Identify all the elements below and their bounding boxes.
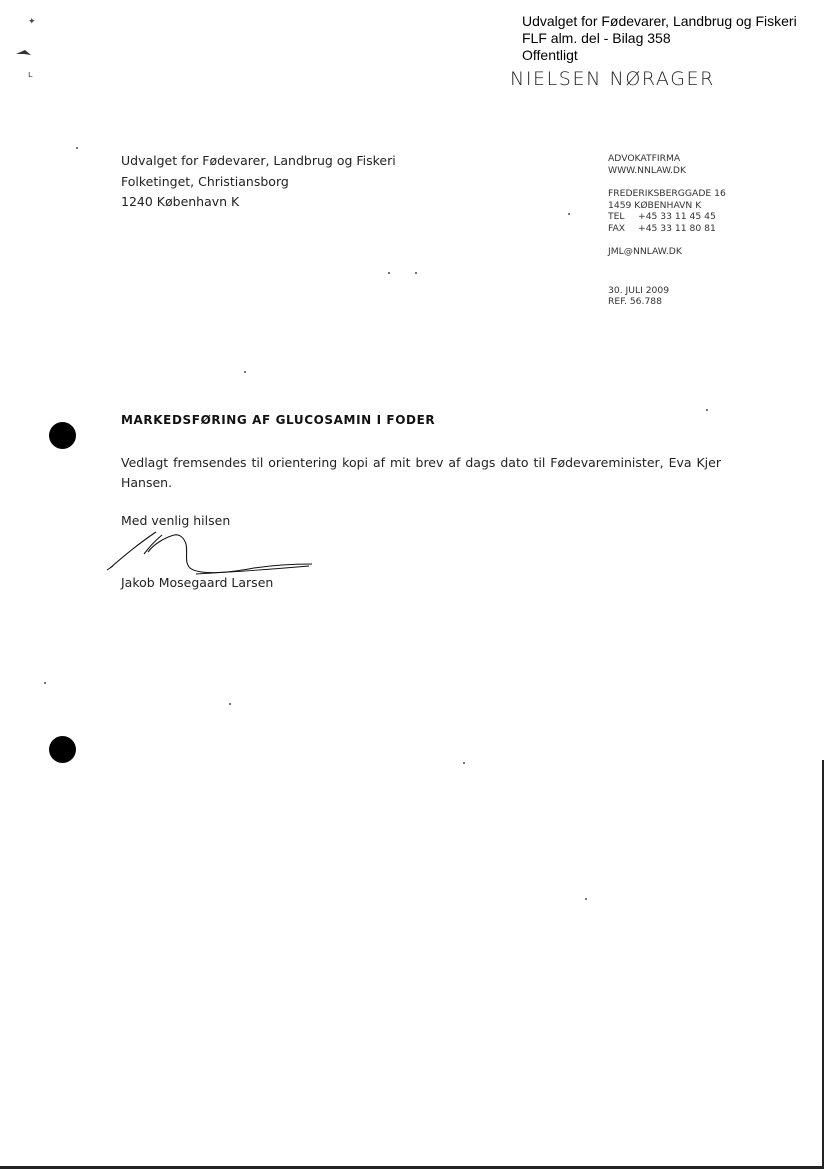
phone-number: +45 33 11 45 45 bbox=[638, 211, 716, 222]
letter-signer: Jakob Mosegaard Larsen bbox=[121, 575, 274, 590]
scan-speck bbox=[229, 703, 231, 705]
letter-date: 30. JULI 2009 bbox=[608, 284, 670, 296]
firm-logo: NIELSEN NØRAGER bbox=[510, 68, 715, 90]
punch-hole-bottom bbox=[49, 736, 76, 763]
fax-label: FAX bbox=[608, 222, 626, 234]
firm-info bbox=[608, 153, 726, 308]
scan-speck bbox=[244, 371, 246, 373]
scan-mark-3: ʟ bbox=[28, 70, 33, 80]
scan-speck bbox=[585, 898, 587, 900]
stamp-status: Offentligt bbox=[522, 47, 578, 63]
letter-body: Vedlagt fremsendes til orientering kopi af mit brev af dags dato til Fødevareminister, Eva Kjer Hansen. bbox=[121, 455, 721, 490]
scan-speck bbox=[44, 682, 46, 684]
recipient-address bbox=[121, 151, 396, 213]
firm-website: WWW.NNLAW.DK bbox=[608, 164, 687, 176]
firm-type: ADVOKATFIRMA bbox=[608, 153, 681, 164]
stamp-reference: FLF alm. del - Bilag 358 bbox=[522, 30, 671, 46]
scan-speck bbox=[388, 272, 390, 274]
recipient-building: Folketinget, Christiansborg bbox=[121, 173, 289, 189]
scan-speck bbox=[76, 147, 78, 149]
recipient-city: 1240 København K bbox=[121, 194, 240, 209]
firm-email: JML@NNLAW.DK bbox=[608, 246, 682, 257]
scan-speck bbox=[415, 272, 417, 274]
letter-closing: Med venlig hilsen bbox=[121, 513, 231, 528]
punch-hole-top bbox=[49, 422, 76, 449]
firm-fax bbox=[608, 223, 726, 235]
scan-speck bbox=[568, 213, 570, 215]
firm-phone bbox=[608, 211, 726, 223]
stamp-committee: Udvalget for Fødevarer, Landbrug og Fiskeri bbox=[522, 13, 797, 29]
phone-label: TEL bbox=[608, 211, 625, 222]
recipient-name: Udvalget for Fødevarer, Landbrug og Fiskeri bbox=[121, 153, 396, 168]
letter-subject: MARKEDSFØRING AF GLUCOSAMIN I FODER bbox=[121, 413, 436, 427]
firm-street: FREDERIKSBERGGADE 16 bbox=[608, 188, 726, 199]
scan-speck bbox=[463, 762, 465, 764]
scan-speck bbox=[706, 409, 708, 411]
letter-reference: REF. 56.788 bbox=[608, 296, 662, 307]
archive-stamp bbox=[522, 13, 797, 64]
fax-number: +45 33 11 80 81 bbox=[638, 222, 716, 234]
scan-mark-1: ✦ bbox=[28, 17, 36, 27]
firm-city: 1459 KØBENHAVN K bbox=[608, 199, 702, 211]
scan-mark-2 bbox=[16, 42, 30, 47]
